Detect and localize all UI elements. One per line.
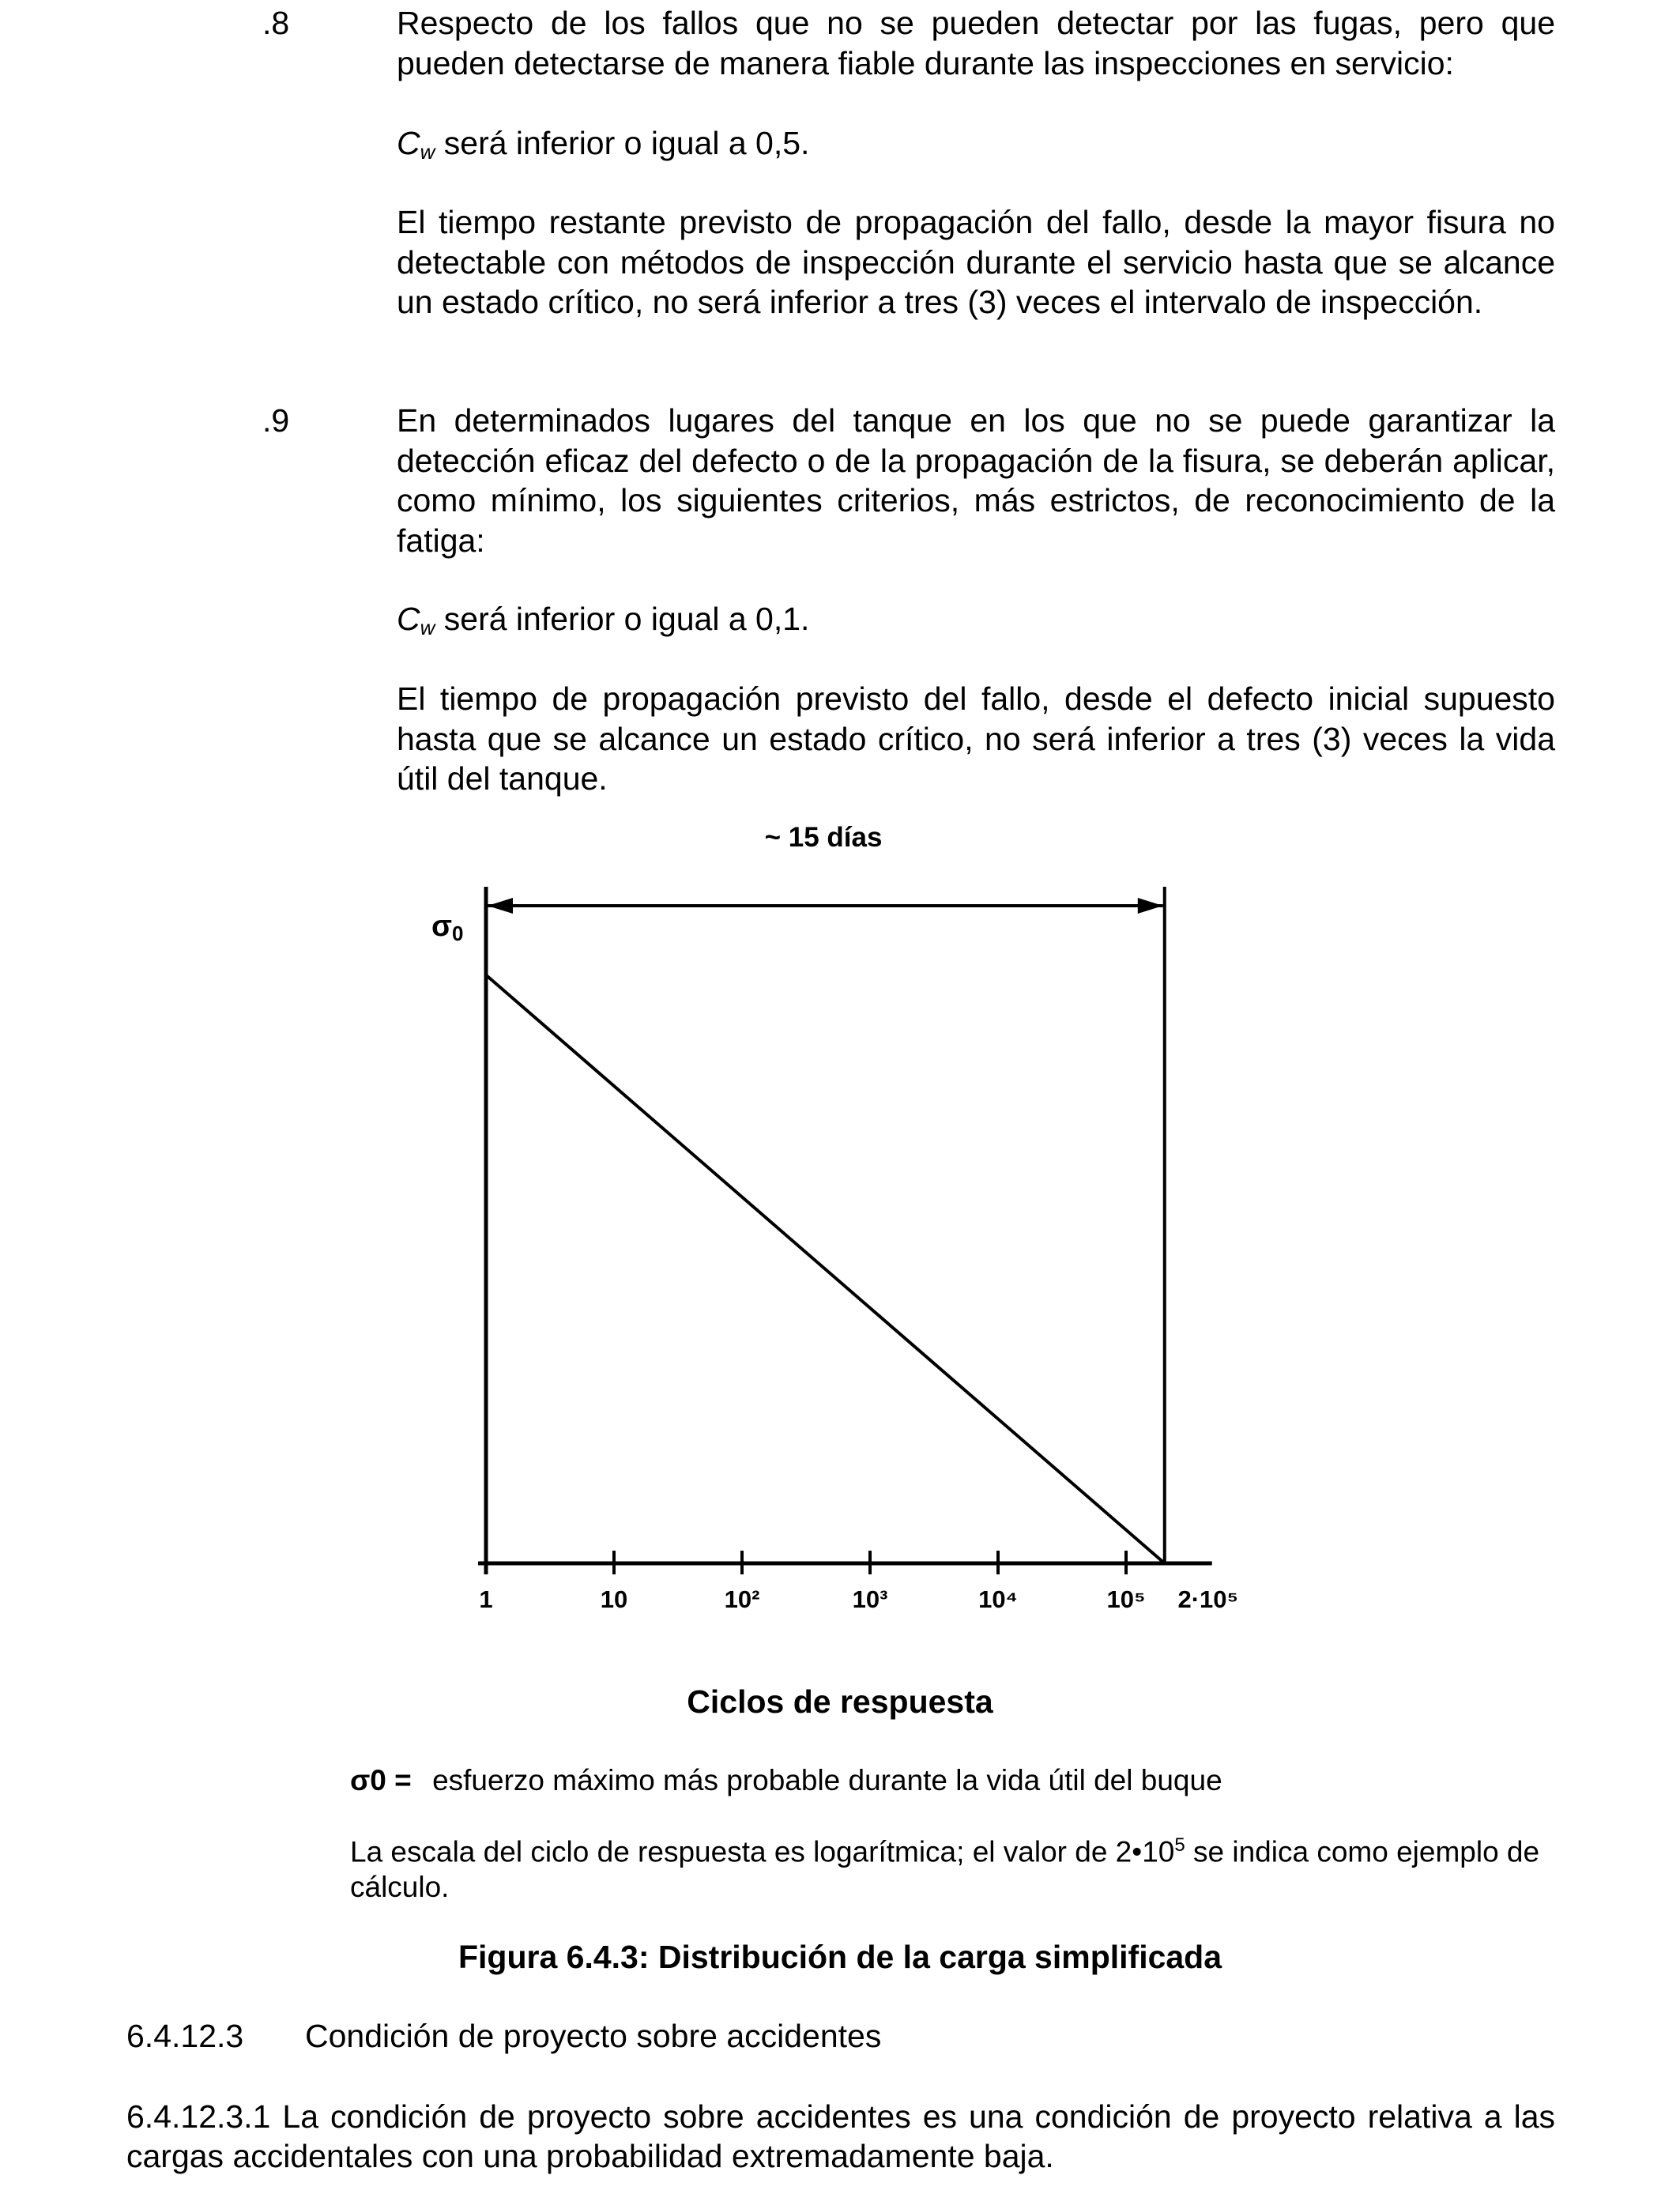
item-8-detail: El tiempo restante previsto de propagación del fallo, desde la mayor fisura no detectable con métodos de inspección durante el servicio hasta que se alcance un estado crítico, no será inferior a tres (3) veces el intervalo de inspección. [397, 204, 1555, 320]
x-tick-label: 10 [600, 1585, 628, 1613]
cw-symbol: $C_w$ [397, 601, 435, 639]
sigma-legend [350, 1762, 1222, 1798]
duration-arrow-left-head [488, 898, 513, 914]
load-distribution-line [486, 975, 1165, 1563]
cw-symbol: $C_w$ [397, 125, 435, 164]
figure-caption: Figura 6.4.3: Distribución de la carga simplificada [458, 1939, 1222, 1975]
chart-ticks [479, 1551, 1238, 1613]
sigma-legend-text: esfuerzo máximo más probable durante la vida útil del buque [432, 1764, 1222, 1796]
item-9-cw-line: $C_w$ será inferior o igual a 0,1. [397, 601, 810, 639]
x-tick-label: 2·10⁵ [1177, 1585, 1239, 1613]
duration-arrow-right-head [1138, 898, 1163, 914]
item-8-intro: Respecto de los fallos que no se pueden detectar por las fugas, pero que pueden detectarse de manera fiable durante las inspecciones en servicio: [397, 5, 1555, 81]
chart-frame [478, 887, 1212, 1574]
sigma-legend-symbol: σ0 = [350, 1764, 412, 1796]
x-tick-label: 10³ [852, 1585, 888, 1613]
chart-xlabel: Ciclos de respuesta [687, 1683, 993, 1720]
x-tick-label: 10⁴ [978, 1585, 1018, 1613]
item-9-intro: En determinados lugares del tanque en los que no se puede garantizar la detección eficaz del defecto o de la propagación de la fisura, se deberán aplicar, como mínimo, los siguientes criterios, más estrictos, de reconocimiento de la fatiga: [397, 402, 1555, 559]
chart-title: ~ 15 días [764, 822, 883, 853]
subsection-paragraph: 6.4.12.3.1 La condición de proyecto sobre accidentes es una condición de proyecto relativa a las cargas accidentales con una probabilidad extremadamente baja. [126, 2098, 1555, 2174]
item-9-number: .9 [262, 402, 290, 439]
scale-note: La escala del ciclo de respuesta es logarítmica; el valor de $2•10^5$ se indica como ejemplo de cálculo. [350, 1834, 1540, 1904]
x-tick-label: 1 [479, 1585, 493, 1613]
chart-series [486, 975, 1165, 1563]
section-number: 6.4.12.3 [126, 2018, 244, 2054]
item-8-number: .8 [262, 5, 290, 41]
item-8-cw-line: $C_w$ será inferior o igual a 0,5. [397, 125, 810, 164]
x-tick-label: 10⁵ [1106, 1585, 1146, 1613]
x-tick-label: 10² [724, 1585, 760, 1613]
item-9-detail: El tiempo de propagación previsto del fallo, desde el defecto inicial supuesto hasta que se alcance un estado crítico, no será inferior a tres (3) veces la vida útil del tanque. [397, 680, 1555, 797]
chart-ylabel: σ0 [431, 910, 464, 945]
section-title: Condición de proyecto sobre accidentes [305, 2018, 882, 2054]
